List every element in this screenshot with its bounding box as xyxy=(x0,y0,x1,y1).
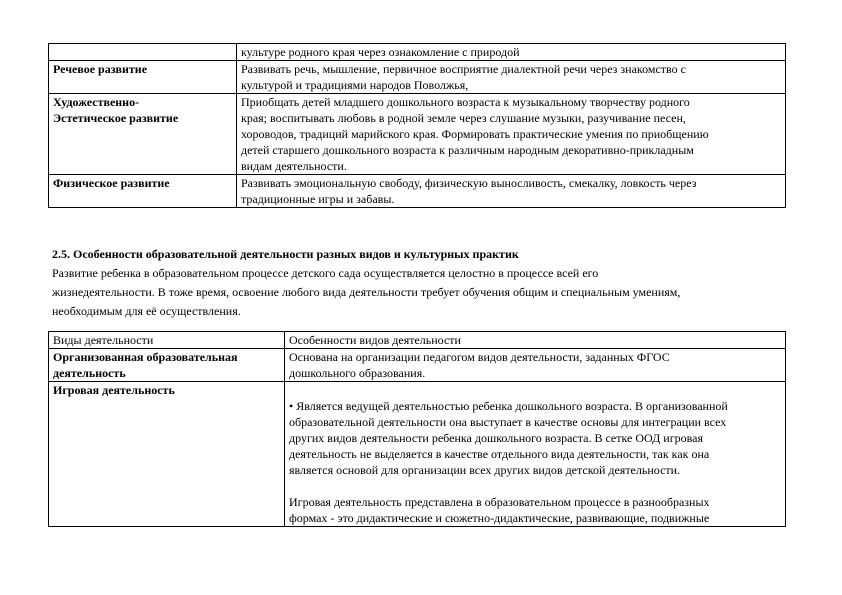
table-header-row xyxy=(49,332,786,349)
section-heading: 2.5. Особенности образовательной деятельности разных видов и культурных практик xyxy=(52,247,519,261)
column-header-features: Особенности видов деятельности xyxy=(285,332,786,349)
table-row xyxy=(49,44,786,61)
description-cell: Развивать эмоциональную свободу, физическую выносливость, смекалку, ловкость через традиционные игры и забавы. xyxy=(237,175,786,208)
area-cell: Речевое развитие xyxy=(49,61,237,94)
area-cell: Физическое развитие xyxy=(49,175,237,208)
table-row xyxy=(49,349,786,382)
paragraph-line: жизнедеятельности. В тоже время, освоение любого вида деятельности требует обучения общим и специальным умениям, xyxy=(52,285,681,299)
area-cell: Художественно- Эстетическое развитие xyxy=(49,94,237,175)
description-cell: культуре родного края через ознакомление с природой xyxy=(237,44,786,61)
paragraph-line: необходимым для её осуществления. xyxy=(52,304,241,318)
section-paragraph xyxy=(52,264,792,321)
activity-description-cell: Основана на организации педагогом видов деятельности, заданных ФГОС дошкольного образования. xyxy=(285,349,786,382)
area-cell xyxy=(49,44,237,61)
description-cell: Приобщать детей младшего дошкольного возраста к музыкальному творчеству родного края; воспитывать любовь в родной земле через слушание музыки, разучивание песен, хороводов, традиций марийского края. Формировать практические умения по приобщению детей старшего дошкольного возраста к различным народным декоративно-прикладным видам деятельности. xyxy=(237,94,786,175)
development-areas-table xyxy=(48,43,786,208)
table-row xyxy=(49,382,786,527)
activity-types-table xyxy=(48,331,786,527)
table-row xyxy=(49,61,786,94)
description-cell: Развивать речь, мышление, первичное восприятие диалектной речи через знакомство с культурой и традициями народов Поволжья, xyxy=(237,61,786,94)
activity-description-cell: • Является ведущей деятельностью ребенка дошкольного возраста. В организованной образовательной деятельности она выступает в качестве основы для интеграции всех других видов деятельности ребенка дошкольного возраста. В сетке ООД игровая деятельность не выделяется в качестве отдельного вида деятельности, так как она является основой для организации всех других видов детской деятельности. Игровая деятельность представлена в образовательном процессе в разнообразных формах - это дидактические и сюжетно-дидактические, развивающие, подвижные xyxy=(285,382,786,527)
table-row xyxy=(49,175,786,208)
column-header-kinds: Виды деятельности xyxy=(49,332,285,349)
table-row xyxy=(49,94,786,175)
activity-kind-cell: Игровая деятельность xyxy=(49,382,285,527)
activity-kind-cell: Организованная образовательная деятельность xyxy=(49,349,285,382)
paragraph-line: Развитие ребенка в образовательном процессе детского сада осуществляется целостно в процессе всей его xyxy=(52,266,599,280)
